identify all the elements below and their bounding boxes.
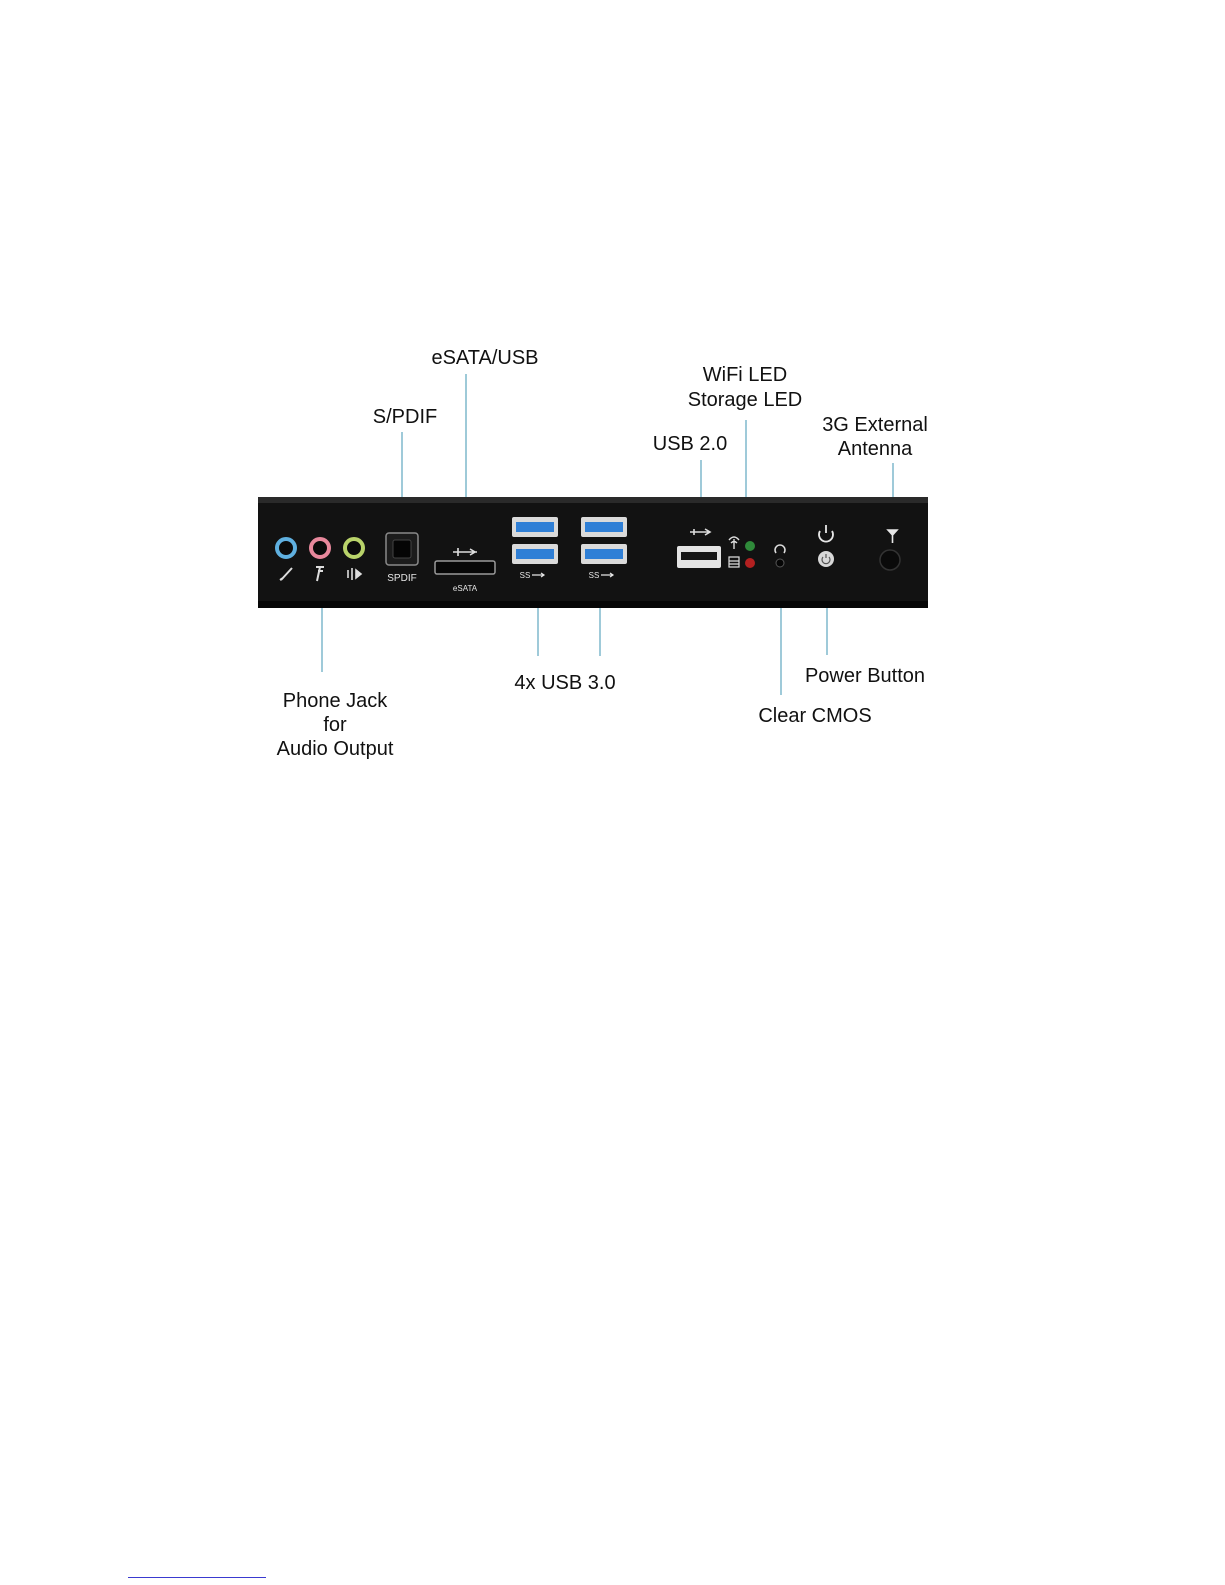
spdif-socket-inner [393,540,411,558]
power-button-label: Power Button [804,665,926,687]
antenna-label-line2: Antenna [837,438,913,460]
clear-cmos-label: Clear CMOS [758,705,872,727]
esata-print: eSATA [452,584,478,593]
storage-led-label: Storage LED [687,389,803,411]
footer-rule [128,1577,266,1578]
audio-jack-line-out[interactable] [345,539,363,557]
esata-usb-label: eSATA/USB [431,347,539,369]
usb-3-label: 4x USB 3.0 [514,672,616,694]
antenna-label-line1: 3G External [822,414,928,436]
chassis-bottom-edge [258,601,928,608]
wifi-led [745,541,755,551]
wifi-led-label: WiFi LED [702,364,788,386]
audio-jack-line-in[interactable] [311,539,329,557]
spdif-print: SPDIF [387,573,417,584]
esata-socket[interactable] [435,561,495,574]
power-button-cap[interactable] [818,551,834,567]
spdif-port[interactable] [386,533,418,584]
spdif-label: S/PDIF [372,406,438,428]
phone-jack-label-line2: for [323,714,347,736]
audio-jack-mic[interactable] [277,539,295,557]
phone-jack-label-line1: Phone Jack [282,690,388,712]
usb3-port-top-left-tongue [516,522,554,532]
usb3-port-top-right-tongue [585,522,623,532]
usb2-socket-tongue [681,552,717,560]
usb3-port-bottom-left-tongue [516,549,554,559]
usb-2-label: USB 2.0 [652,433,728,455]
storage-led [745,558,755,568]
chassis-top-highlight [258,497,928,503]
clear-cmos-pinhole[interactable] [776,559,784,567]
usb3-port-bottom-right-tongue [585,549,623,559]
ss-usb-print-right: SS [588,571,600,580]
antenna-cap[interactable] [880,550,900,570]
phone-jack-label-line3: Audio Output [276,738,394,760]
ss-usb-print-left: SS [519,571,531,580]
